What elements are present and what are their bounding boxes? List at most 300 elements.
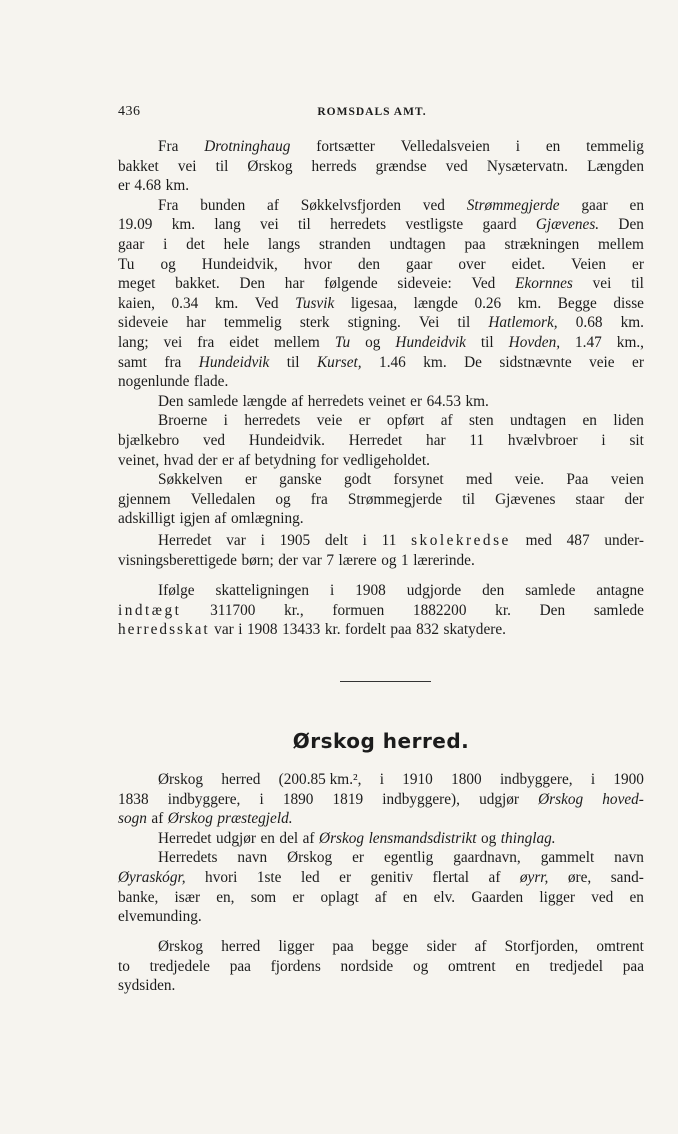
paragraph-schools [118,531,644,570]
text-line [118,848,644,868]
word: godt [344,471,372,489]
word: skolekredse [411,532,511,549]
word: længde [242,392,287,410]
paragraph-orskog-intro [118,770,644,927]
word: begge [371,938,409,955]
word: Hundeidvik [395,333,466,351]
word: elvemunding. [118,908,202,926]
word: Fra [158,138,179,155]
running-head [118,102,626,122]
word: 487 [566,532,590,549]
word: med [525,532,552,549]
word: Tu [334,333,351,351]
word: veinet, [118,451,160,469]
text-line [118,137,644,157]
word: indbyggere), [382,790,460,808]
word: 1908 [246,621,278,639]
word: 1 [401,551,409,569]
word: indbyggere, [499,771,573,788]
word: omtrent [596,938,644,955]
text-line [118,372,644,392]
word: af [238,451,251,469]
word: 0.68 [575,314,603,332]
word: temmelig [223,314,282,332]
word: over [458,255,486,273]
word: undtagen [389,235,446,253]
word: sand- [610,868,644,886]
word: Gaarden [471,888,524,906]
word: ligesaa, [350,294,398,312]
word: især [174,888,201,906]
word: led [300,868,320,886]
word: Ifølge [158,582,195,599]
word: der [197,451,218,469]
word: i [590,771,596,788]
word: øyrr, [519,868,549,886]
word: skatydere. [443,621,506,639]
word: samlede [188,392,239,410]
text-line [118,313,644,333]
word: Tu [118,255,135,273]
word: Søkkelven [158,471,223,489]
word: ved [202,431,226,449]
word: er [339,868,352,886]
word: fra [164,353,182,371]
word: til [286,353,300,371]
word: liden [613,412,644,430]
paragraph-tax [118,581,644,640]
word: veie [316,412,343,430]
word: km. [171,216,196,234]
word: eidet. [511,255,546,273]
word: præstegjeld. [217,810,293,828]
word: opført [386,412,425,430]
word: 64.53 [426,392,461,410]
word: Paa [566,471,589,489]
word: elv. [433,888,456,906]
word: paa [390,621,412,639]
word: lang; [118,333,149,351]
word: paa [229,957,251,975]
word: meget [118,275,156,293]
word: Herredet [158,532,212,549]
word: km. [620,314,644,332]
word: 1800 [451,771,482,788]
word: delt [324,532,348,549]
word: en [515,957,530,975]
word: 1900 [613,771,644,788]
word: visningsberettigede [118,551,237,569]
word: banke, [118,888,159,906]
word: vedligeholdet. [342,451,430,469]
word: gaardnavn, [453,849,521,867]
word: sideveie [118,314,169,332]
word: af [267,196,279,214]
word: Velledalen [190,490,256,508]
word: i [260,532,265,549]
word: stigning. [347,314,401,332]
word: navn [614,849,644,867]
word: Gjævenes. [535,216,600,234]
word: som [250,888,277,906]
word: Ørskog [247,157,293,175]
word: Broerne [158,412,208,430]
word: ligger [539,888,576,906]
word: Hovden, [508,333,561,351]
text-line [118,620,644,640]
word: Storfjorden, [504,938,579,955]
text-line [118,957,644,977]
word: veie. [514,471,545,489]
word: hvori [205,868,238,886]
word: bakket [118,157,159,175]
word: der [624,490,644,508]
word: thinglag. [500,829,556,847]
word: undtagen [510,412,567,430]
word: af [440,412,453,430]
word: børn; [241,551,274,569]
word: forsynet [393,471,444,489]
word: Herredet [158,829,212,847]
word: omtrent [447,957,496,975]
word: til [215,157,229,175]
text-line [118,215,644,235]
word: skatteligningen [215,582,309,599]
word: er [222,451,234,469]
word: har [186,314,206,332]
word: ved [591,888,614,906]
word: Drotninghaug [204,138,291,155]
text-line [118,490,644,510]
word: eidet [229,333,259,351]
word: af [488,868,501,886]
text-line [118,907,644,927]
word: Tusvik [295,294,335,312]
word: det [186,235,205,253]
word: Ekornnes [515,275,573,293]
word: vei [163,333,183,351]
word: Hundeidvik [198,353,270,371]
word: herredets [330,216,387,234]
text-line [118,157,644,177]
word: gaar [581,196,608,214]
text-line [118,274,644,294]
word: adskilligt [118,510,175,528]
text-line [118,176,644,196]
word: nordside [340,957,394,975]
word: har [426,431,446,449]
word: den [482,582,505,599]
word: 7 [326,551,334,569]
word: bjælkebro [118,431,180,449]
word: flade. [193,373,229,391]
word: sterk [299,314,330,332]
word: er [352,849,365,867]
word: var [214,621,234,639]
word: og [365,333,381,351]
text-line [118,451,644,471]
word: del [279,829,299,847]
word: 1838 [118,790,149,808]
text-line [118,411,644,431]
word: til [457,314,471,332]
word: har [284,275,305,293]
text-line [118,353,644,373]
word: fortsætter [316,138,375,155]
word: hvælvbroer [507,431,578,449]
word: sit [629,431,644,449]
word: i [238,621,243,639]
word: 1ste [256,868,282,886]
word: en [402,888,418,906]
text-line [118,581,644,601]
word: til [462,490,475,508]
word: er [410,392,423,410]
word: navn [237,849,268,867]
word: af [214,510,227,528]
word: hele [223,235,250,253]
word: sidstnævnte [499,353,572,371]
word: 832 [416,621,440,639]
word: 13433 [282,621,321,639]
word: i [362,532,367,549]
word: Den [239,275,266,293]
word: Gjævenes [495,490,556,508]
word: bunden [200,196,246,214]
word: 311700 [210,601,256,619]
word: var [226,532,246,549]
word: 1890 [282,790,314,808]
text-line [118,392,644,412]
word: 1.46 [379,353,406,371]
word: samlede [525,582,576,599]
word: er [244,471,257,489]
text-line [118,196,644,216]
word: gaar [118,235,145,253]
word: km. [165,177,190,195]
word: veien [610,471,644,489]
word: to [118,957,130,975]
word: herreds [311,157,357,175]
word: km. [465,392,489,410]
word: grændse [375,157,427,175]
word: paa [622,957,644,975]
word: en [629,196,644,214]
word: Begge [557,294,597,312]
word: Længden [587,157,644,175]
word: med [466,471,493,489]
word: vei [177,157,197,175]
text-line [118,255,644,275]
word: 1819 [332,790,364,808]
word: sogn [118,810,147,828]
word: mellem [598,235,644,253]
word: 11 [469,431,485,449]
paragraph-roads [118,137,644,529]
word: oplagt [320,888,359,906]
word: ved [445,157,468,175]
word: betydning [254,451,316,469]
word: Herredet [348,431,403,449]
word: i [329,582,335,599]
word: Kurset, [316,353,362,371]
word: herredsskat [118,621,210,639]
word: øre, [567,868,592,886]
word: var [302,551,322,569]
word: Ørskog [158,938,204,955]
word: Hundeidvik. [248,431,325,449]
word: Den [158,392,184,410]
word: en [582,412,597,430]
word: 1905 [279,532,311,549]
word: længde [413,294,458,312]
word: Vei [418,314,440,332]
word: fordelt [345,621,386,639]
word: ganske [279,471,322,489]
text-line [118,937,644,957]
text-line [118,888,644,908]
word: af [151,810,164,828]
word: i [515,138,520,155]
word: tredjedele [149,957,210,975]
word: gaard [482,216,517,234]
word: samlede [593,601,644,619]
word: kr. [324,621,341,639]
word: hvor [303,255,332,273]
word: en, [216,888,235,906]
word: hvad [163,451,194,469]
word: Strømmegjerde [466,196,560,214]
word: Strømmegjerde [347,490,443,508]
text-line [118,809,644,829]
word: 0.26 [474,294,502,312]
word: Ørskog [167,810,213,828]
word: følgende [324,275,378,293]
word: herredets [307,392,364,410]
word: en [629,888,644,906]
word: sideveie: [397,275,452,293]
word: udgjør [216,829,256,847]
word: udgjorde [406,582,462,599]
word: temmelig [586,138,644,155]
word: og [381,551,397,569]
word: strækningen [504,235,580,253]
word: er [632,255,644,273]
word: Den [618,216,644,234]
word: fra [310,490,328,508]
word: km. [517,294,542,312]
word: veie [589,353,615,371]
text-line [118,509,644,529]
word: sten [468,412,494,430]
word: km. [423,353,447,371]
word: flertal [432,868,470,886]
text-line [118,829,644,849]
word: km. [214,294,239,312]
word: udgjør [479,790,520,808]
word: indbyggere, [167,790,241,808]
word: samt [118,353,147,371]
section-divider [340,681,431,682]
word: igjen [179,510,211,528]
word: er [118,177,130,195]
word: gjennem [118,490,171,508]
word: Ved [471,275,496,293]
word: lærere [338,551,377,569]
word: Ved [254,294,279,312]
word: Ørskog [287,849,333,867]
word: hoved- [602,790,644,808]
word: vei [592,275,612,293]
word: i [223,412,228,430]
word: i [163,235,168,253]
word: af [474,938,487,955]
paragraph-orskog-location [118,937,644,996]
word: stranden [318,235,371,253]
word: for [320,451,339,469]
word: bakket. [175,275,220,293]
word: kaien, [118,294,155,312]
word: Øyraskógr, [118,868,186,886]
page-number: 436 [118,104,141,119]
word: er [632,353,644,371]
word: ved [422,196,445,214]
word: i [601,431,606,449]
word: sider [426,938,457,955]
word: vei [260,216,279,234]
word: er [358,412,371,430]
word: kr. [495,601,511,619]
text-line [118,551,644,571]
word: den [357,255,381,273]
word: veinet [368,392,406,410]
word: 4.68 [134,177,162,195]
word: staar [575,490,605,508]
word: Ørskog [319,829,365,847]
text-line [118,790,644,810]
word: gammelt [540,849,595,867]
word: (200.85 km.², [278,771,362,788]
word: omlægning. [230,510,304,528]
word: De [464,353,482,371]
word: Ørskog [158,771,204,788]
word: til [298,216,311,234]
word: Veien [571,255,607,273]
word: af [374,888,387,906]
text-line [118,601,644,621]
word: fjordens [270,957,321,975]
word: 1908 [355,582,386,599]
word: der [278,551,298,569]
word: 1910 [402,771,433,788]
word: Fra [158,196,179,214]
word: 19.09 [118,216,153,234]
word: Den [539,601,566,619]
text-line [118,294,644,314]
section-title: Ørskog herred. [292,729,470,753]
word: nogenlunde [118,373,190,391]
word: kr., [284,601,304,619]
word: gaar [406,255,433,273]
word: antagne [596,582,644,599]
word: formuen [332,601,385,619]
word: Herredets [158,849,218,867]
text-line [118,431,644,451]
word: herred [221,771,261,788]
word: km., [616,333,644,351]
word: Hatlemork, [488,314,558,332]
word: indtægt [118,601,182,619]
